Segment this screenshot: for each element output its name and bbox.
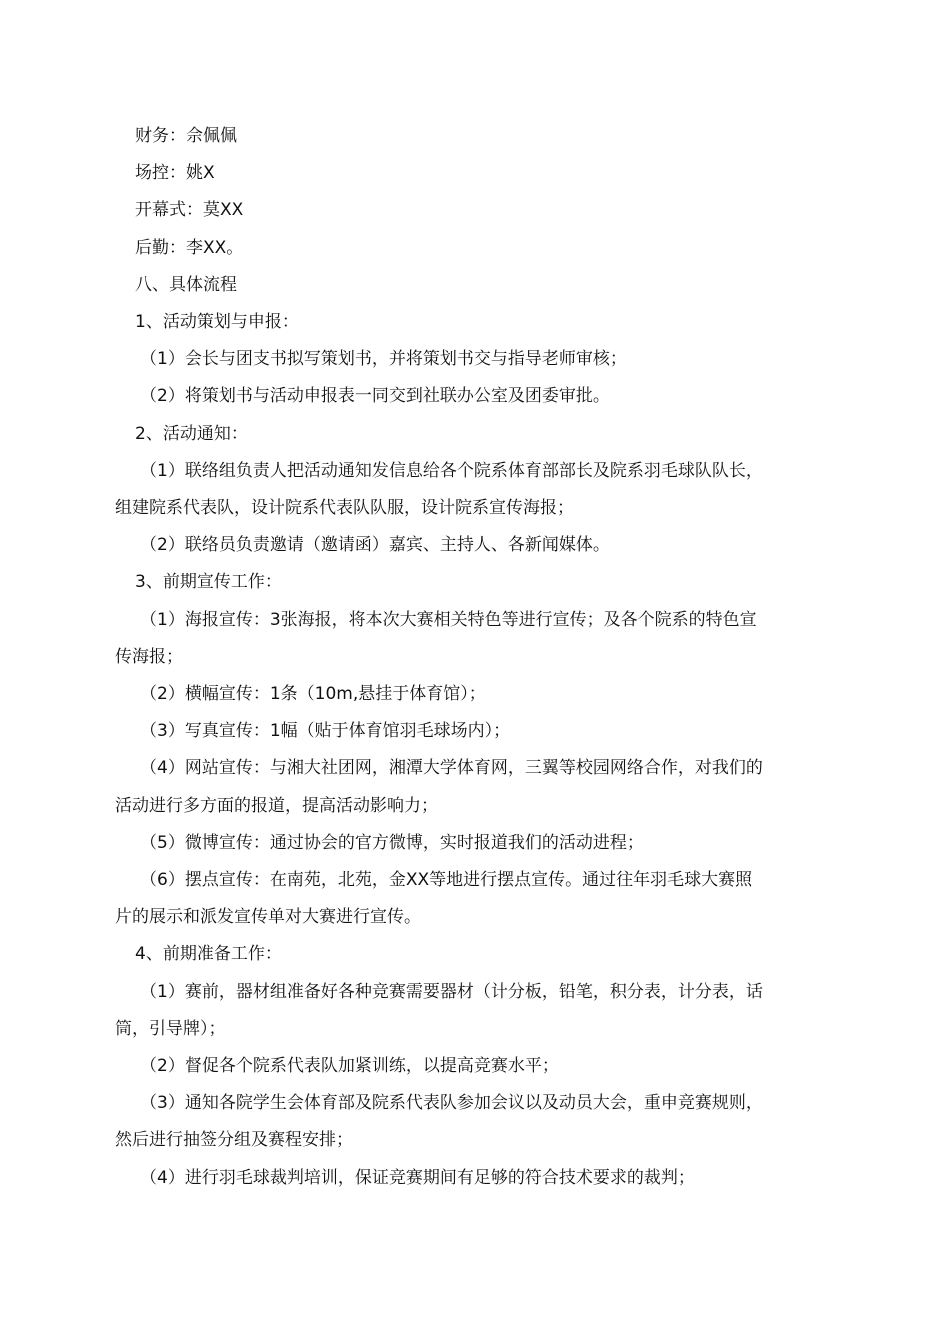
subsection-title: 1、活动策划与申报：: [135, 312, 299, 333]
subsection-title: 3、前期宣传工作：: [135, 572, 282, 593]
staff-finance: 财务：佘佩佩: [135, 126, 237, 146]
staff-venue-control: 场控：姚X: [135, 163, 215, 184]
list-item-continuation: 组建院系代表队，设计院系代表队队服，设计院系宣传海报；: [115, 498, 574, 519]
list-item: （1）联络组负责人把活动通知发信息给各个院系体育部部长及院系羽毛球队队长，: [140, 460, 763, 481]
list-item: （2）横幅宣传：1条（10m,悬挂于体育馆）；: [140, 684, 486, 705]
list-item: （2）督促各个院系代表队加紧训练，以提高竞赛水平；: [140, 1056, 559, 1077]
document-body: [115, 118, 837, 1197]
section-heading: 八、具体流程: [135, 274, 237, 295]
list-item: （4）网站宣传：与湘大社团网，湘潭大学体育网，三翼等校园网络合作，对我们的: [140, 758, 763, 779]
list-item: （2）联络员负责邀请（邀请函）嘉宾、主持人、各新闻媒体。: [140, 535, 610, 556]
list-item: （2）将策划书与活动申报表一同交到社联办公室及团委审批。: [140, 386, 610, 407]
list-item-continuation: 筒，引导牌）；: [115, 1018, 226, 1039]
staff-opening-ceremony: 开幕式：莫XX: [135, 200, 244, 221]
staff-logistics: 后勤：李XX。: [135, 237, 244, 258]
list-item-continuation: 然后进行抽签分组及赛程安排；: [115, 1130, 353, 1151]
list-item: （1）海报宣传：3张海报，将本次大赛相关特色等进行宣传；及各个院系的特色宣: [140, 609, 757, 630]
list-item: （5）微博宣传：通过协会的官方微博，实时报道我们的活动进程；: [140, 832, 644, 853]
list-item-continuation: 片的展示和派发宣传单对大赛进行宣传。: [115, 907, 421, 928]
list-item: （3）通知各院学生会体育部及院系代表队参加会议以及动员大会，重申竞赛规则，: [140, 1093, 763, 1114]
list-item: （1）赛前，器材组准备好各种竞赛需要器材（计分板，铅笔，积分表，计分表，话: [140, 981, 763, 1002]
list-item: （4）进行羽毛球裁判培训，保证竞赛期间有足够的符合技术要求的裁判；: [140, 1167, 695, 1188]
list-item-continuation: 活动进行多方面的报道，提高活动影响力；: [115, 795, 438, 816]
list-item: （3）写真宣传：1幅（贴于体育馆羽毛球场内）；: [140, 721, 511, 742]
list-item: （1）会长与团支书拟写策划书，并将策划书交与指导老师审核；: [140, 349, 627, 370]
list-item: （6）摆点宣传：在南苑，北苑，金XX等地进行摆点宣传。通过往年羽毛球大赛照: [140, 870, 753, 891]
subsection-title: 2、活动通知：: [135, 423, 248, 444]
subsection-title: 4、前期准备工作：: [135, 944, 282, 965]
list-item-continuation: 传海报；: [115, 646, 183, 667]
